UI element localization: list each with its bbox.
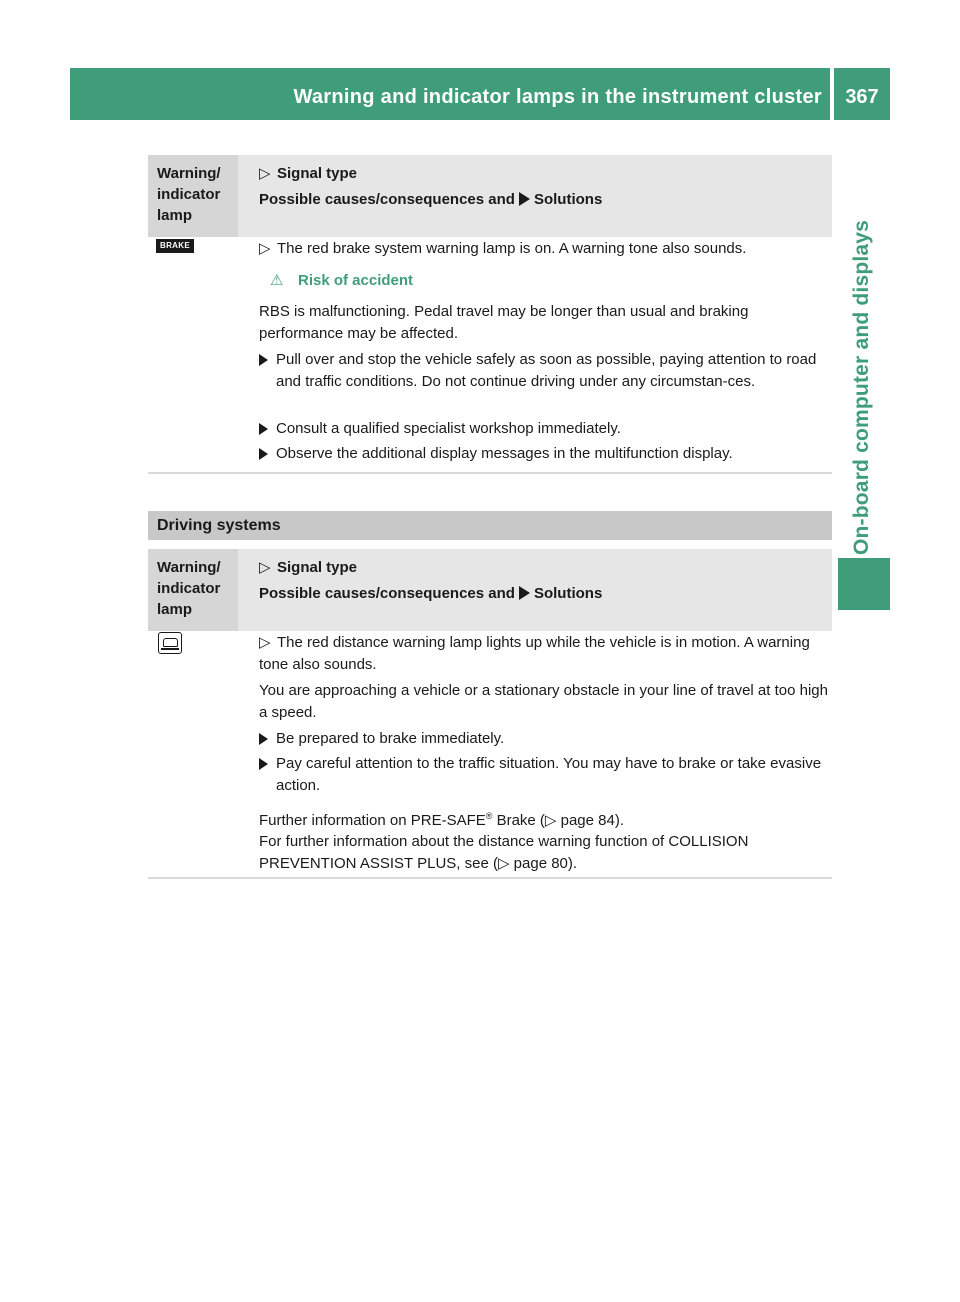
further-info-prefix: Further information on PRE-SAFE — [259, 812, 486, 829]
registered-mark: ® — [485, 811, 493, 821]
table2-further-info-collision: For further information about the distance warning function of COLLISION PREVENTION ASSIST PLUS, see (▷ page 80). — [259, 833, 749, 872]
table1-causes-label: Possible causes/consequences and — [259, 191, 515, 208]
risk-label: Risk of accident — [298, 272, 414, 289]
road-line — [161, 648, 179, 650]
table2-causes-label: Possible causes/consequences and — [259, 585, 515, 602]
table1-step-text: Observe the additional display messages in the multifunction display. — [276, 445, 733, 462]
bullet-arrow-icon — [259, 758, 268, 770]
side-tab-block — [838, 558, 890, 610]
signal-symbol-icon: ▷ — [259, 240, 271, 257]
solutions-arrow-icon — [519, 586, 530, 600]
table1-signal-label: Signal type — [277, 165, 358, 182]
table2-solutions-label: Solutions — [533, 585, 603, 602]
table2-step-text: Pay careful attention to the traffic situation. You may have to brake or take evasive action. — [276, 755, 822, 794]
section-title: Driving systems — [157, 517, 281, 534]
table1-signal-text — [259, 238, 829, 260]
signal-symbol-icon: ▷ — [259, 634, 271, 651]
table1-bottom-rule — [148, 472, 832, 474]
table1-step-text: Consult a qualified specialist workshop immediately. — [276, 420, 621, 437]
table2-signal-text-content: The red distance warning lamp lights up while the vehicle is in motion. A warning tone also sounds. — [259, 634, 810, 673]
table2-para: You are approaching a vehicle or a stationary obstacle in your line of travel at too high a speed. — [259, 682, 828, 721]
warning-triangle-icon: ⚠ — [270, 272, 284, 289]
risk-warning — [270, 270, 413, 292]
signal-symbol-icon: ▷ — [259, 559, 271, 576]
signal-symbol-icon: ▷ — [259, 165, 271, 182]
table2-signal-heading — [259, 557, 357, 578]
page-number: 367 — [845, 86, 879, 108]
bullet-arrow-icon — [259, 423, 268, 435]
table1-lamp-heading: Warning/ indicator lamp — [157, 165, 221, 224]
header-title: Warning and indicator lamps in the instrument cluster — [293, 86, 822, 108]
table2-lamp-heading: Warning/ indicator lamp — [157, 559, 221, 618]
side-tab-label: On-board computer and displays — [850, 219, 873, 555]
table2-step-text: Be prepared to brake immediately. — [276, 730, 505, 747]
table1-signal-text-content: The red brake system warning lamp is on. A warning tone also sounds. — [277, 240, 747, 257]
bullet-arrow-icon — [259, 733, 268, 745]
table1-signal-heading — [259, 163, 357, 184]
further-info-page-ref[interactable]: Brake (▷ page 84). — [492, 812, 625, 829]
distance-warning-icon — [158, 632, 182, 654]
bullet-arrow-icon — [259, 354, 268, 366]
table1-step-text: Pull over and stop the vehicle safely as soon as possible, paying attention to road and traffic conditions. Do not continue driving under any circumstan-ces. — [276, 351, 817, 390]
table1-solutions-label: Solutions — [533, 191, 603, 208]
table1-consequence: RBS is malfunctioning. Pedal travel may be longer than usual and braking performance may be affected. — [259, 303, 749, 342]
car-shape — [163, 638, 178, 647]
table2-causes-heading — [259, 583, 602, 604]
bullet-arrow-icon — [259, 448, 268, 460]
table2-signal-text — [259, 632, 829, 676]
solutions-arrow-icon — [519, 192, 530, 206]
table2-signal-label: Signal type — [277, 559, 358, 576]
table2-further-info-presafe — [259, 805, 829, 832]
table1-causes-heading — [259, 189, 602, 210]
table2-bottom-rule — [148, 877, 832, 879]
brake-warning-icon: BRAKE — [156, 239, 194, 253]
